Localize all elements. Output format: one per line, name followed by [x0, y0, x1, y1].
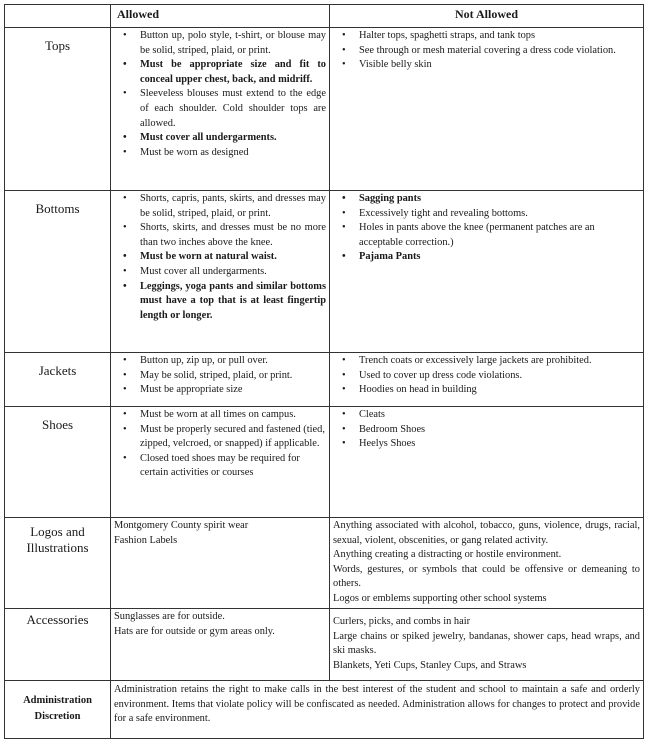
list-item-text: Excessively tight and revealing bottoms.	[359, 207, 528, 219]
bullet-icon: •	[342, 423, 346, 435]
list-item-text: Button up, zip up, or pull over.	[140, 355, 268, 366]
list-item-text: Trench coats or excessively large jackets are prohibited.	[359, 355, 592, 366]
row-tops	[5, 28, 644, 191]
list-item	[123, 354, 326, 369]
not-allowed-cell	[330, 353, 644, 407]
allowed-line: Fashion Labels	[114, 534, 178, 546]
bullet-icon: •	[342, 438, 346, 450]
admin-text-cell: Administration retains the right to make calls in the best interest of the student and school to maintain a safe and orderly environment. Items that violate policy will be confiscated as needed. Administration allows for changes to protect and provide for a safe environment.	[111, 681, 644, 739]
bullet-icon: •	[123, 193, 127, 204]
list-item-text: Must be properly secured and fastened (tied, zipped, velcroed, or snapped) if applicable.	[140, 423, 325, 450]
row-shoes	[5, 407, 644, 518]
allowed-cell	[111, 407, 330, 518]
list-item-text: Cleats	[359, 409, 385, 420]
list-item	[342, 383, 640, 398]
row-bottoms	[5, 191, 644, 353]
bullet-icon: •	[123, 222, 127, 234]
list-item-text: Closed toed shoes may be required for certain activities or courses	[140, 452, 300, 479]
dress-code-table	[4, 4, 644, 739]
not-allowed-cell	[330, 191, 644, 353]
list-item	[123, 192, 326, 221]
allowed-list	[114, 192, 326, 323]
bullet-icon: •	[123, 280, 127, 292]
allowed-line: Hats are for outside or gym areas only.	[114, 625, 275, 637]
row-jackets	[5, 353, 644, 407]
not-allowed-cell	[330, 518, 644, 609]
list-item-text: See through or mesh material covering a dress code violation.	[359, 44, 616, 56]
list-item	[123, 221, 326, 250]
list-item	[123, 250, 326, 265]
list-item	[342, 250, 640, 265]
list-item-text: Must be worn at natural waist.	[140, 251, 277, 263]
list-item-text: Shorts, capris, pants, skirts, and dresses may be solid, striped, plaid, or print.	[140, 193, 326, 219]
not-allowed-line: Words, gestures, or symbols that could be offensive or demeaning to others.	[333, 563, 640, 590]
allowed-cell	[111, 191, 330, 353]
bullet-icon: •	[342, 207, 346, 219]
list-item-text: Must be worn as designed	[140, 146, 249, 158]
not-allowed-line: Curlers, picks, and combs in hair	[333, 616, 471, 627]
bullet-icon: •	[342, 409, 346, 420]
bullet-icon: •	[123, 384, 127, 396]
list-item	[342, 221, 640, 250]
list-item	[342, 58, 640, 73]
list-item-text: Must be worn at all times on campus.	[140, 409, 296, 420]
list-item	[123, 383, 326, 398]
row-logos	[5, 518, 644, 609]
list-item	[342, 29, 640, 44]
list-item-text: Heelys Shoes	[359, 438, 416, 450]
bullet-icon: •	[123, 355, 127, 366]
allowed-cell	[111, 353, 330, 407]
bullet-icon: •	[342, 222, 346, 234]
bullet-icon: •	[123, 146, 127, 158]
not-allowed-line: Anything associated with alcohol, tobacco, guns, violence, drugs, racial, sexual, violent, obscenities, or gang related activity.	[333, 520, 640, 546]
list-item	[123, 146, 326, 161]
list-item	[342, 408, 640, 423]
allowed-cell	[111, 609, 330, 681]
not-allowed-list	[333, 29, 640, 73]
row-accessories	[5, 609, 644, 681]
list-item	[342, 369, 640, 384]
list-item-text: Bedroom Shoes	[359, 423, 426, 435]
bullet-icon: •	[123, 59, 127, 71]
category-cell: Bottoms	[5, 191, 111, 353]
list-item-text: Must cover all undergarments.	[140, 265, 267, 277]
list-item	[123, 87, 326, 131]
list-item-text: Must be appropriate size and fit to conceal upper chest, back, and midriff.	[140, 59, 326, 85]
category-cell: Shoes	[5, 407, 111, 518]
list-item	[342, 423, 640, 438]
not-allowed-line: Logos or emblems supporting other school systems	[333, 592, 547, 604]
not-allowed-cell	[330, 28, 644, 191]
bullet-icon: •	[123, 369, 127, 381]
list-item	[123, 131, 326, 146]
bullet-icon: •	[342, 251, 346, 263]
allowed-header: Allowed	[111, 5, 330, 28]
not-allowed-header: Not Allowed	[330, 5, 644, 28]
header-row	[5, 5, 644, 28]
allowed-list	[114, 354, 326, 398]
list-item-text: Must be appropriate size	[140, 384, 243, 396]
bullet-icon: •	[123, 88, 127, 100]
list-item-text: Button up, polo style, t-shirt, or blouse may be solid, striped, plaid, or print.	[140, 30, 326, 56]
list-item	[342, 207, 640, 222]
list-item	[123, 280, 326, 324]
list-item	[123, 369, 326, 384]
bullet-icon: •	[123, 265, 127, 277]
category-header	[5, 5, 111, 28]
bullet-icon: •	[342, 59, 346, 71]
category-cell: Accessories	[5, 609, 111, 681]
bullet-icon: •	[123, 452, 127, 464]
list-item	[123, 29, 326, 58]
category-cell: Administration Discretion	[5, 681, 111, 739]
not-allowed-line: Blankets, Yeti Cups, Stanley Cups, and Straws	[333, 659, 527, 671]
not-allowed-list	[333, 192, 640, 265]
list-item-text: Shorts, skirts, and dresses must be no more than two inches above the knee.	[140, 222, 326, 248]
list-item	[123, 58, 326, 87]
list-item-text: Hoodies on head in building	[359, 384, 477, 396]
bullet-icon: •	[123, 423, 127, 435]
list-item	[342, 192, 640, 207]
list-item-text: May be solid, striped, plaid, or print.	[140, 369, 293, 381]
list-item-text: Holes in pants above the knee (permanent patches are an acceptable correction.)	[359, 222, 595, 248]
bullet-icon: •	[123, 409, 127, 420]
not-allowed-line: Anything creating a distracting or hostile environment.	[333, 549, 562, 561]
bullet-icon: •	[123, 30, 127, 41]
list-item-text: Must cover all undergarments.	[140, 132, 277, 144]
list-item	[342, 44, 640, 59]
category-cell: Tops	[5, 28, 111, 191]
not-allowed-list	[333, 408, 640, 452]
category-cell: Logos and Illustrations	[5, 518, 111, 609]
list-item-text: Leggings, yoga pants and similar bottoms must have a top that is at least fingertip length or longer.	[140, 280, 326, 321]
bullet-icon: •	[123, 251, 127, 263]
allowed-cell	[111, 28, 330, 191]
bullet-icon: •	[342, 369, 346, 381]
not-allowed-cell	[330, 407, 644, 518]
not-allowed-cell	[330, 609, 644, 681]
list-item-text: Halter tops, spaghetti straps, and tank tops	[359, 30, 536, 41]
list-item	[123, 265, 326, 280]
bullet-icon: •	[342, 384, 346, 396]
list-item-text: Sagging pants	[359, 193, 422, 204]
not-allowed-list	[333, 354, 640, 398]
not-allowed-line: Large chains or spiked jewelry, bandanas, shower caps, head wraps, and ski masks.	[333, 630, 640, 657]
list-item-text: Pajama Pants	[359, 251, 421, 263]
bullet-icon: •	[342, 355, 346, 366]
allowed-line: Sunglasses are for outside.	[114, 611, 225, 622]
list-item	[123, 452, 326, 481]
category-cell: Jackets	[5, 353, 111, 407]
list-item	[342, 437, 640, 452]
list-item	[123, 408, 326, 423]
list-item-text: Visible belly skin	[359, 59, 432, 71]
list-item-text: Sleeveless blouses must extend to the edge of each shoulder. Cold shoulder tops are allowed.	[140, 88, 326, 129]
list-item	[342, 354, 640, 369]
allowed-cell	[111, 518, 330, 609]
list-item-text: Used to cover up dress code violations.	[359, 369, 523, 381]
allowed-line: Montgomery County spirit wear	[114, 520, 249, 531]
bullet-icon: •	[342, 30, 346, 41]
allowed-list	[114, 408, 326, 481]
allowed-list	[114, 29, 326, 160]
list-item	[123, 423, 326, 452]
bullet-icon: •	[123, 132, 127, 144]
bullet-icon: •	[342, 44, 346, 56]
bullet-icon: •	[342, 193, 346, 204]
row-admin	[5, 681, 644, 739]
